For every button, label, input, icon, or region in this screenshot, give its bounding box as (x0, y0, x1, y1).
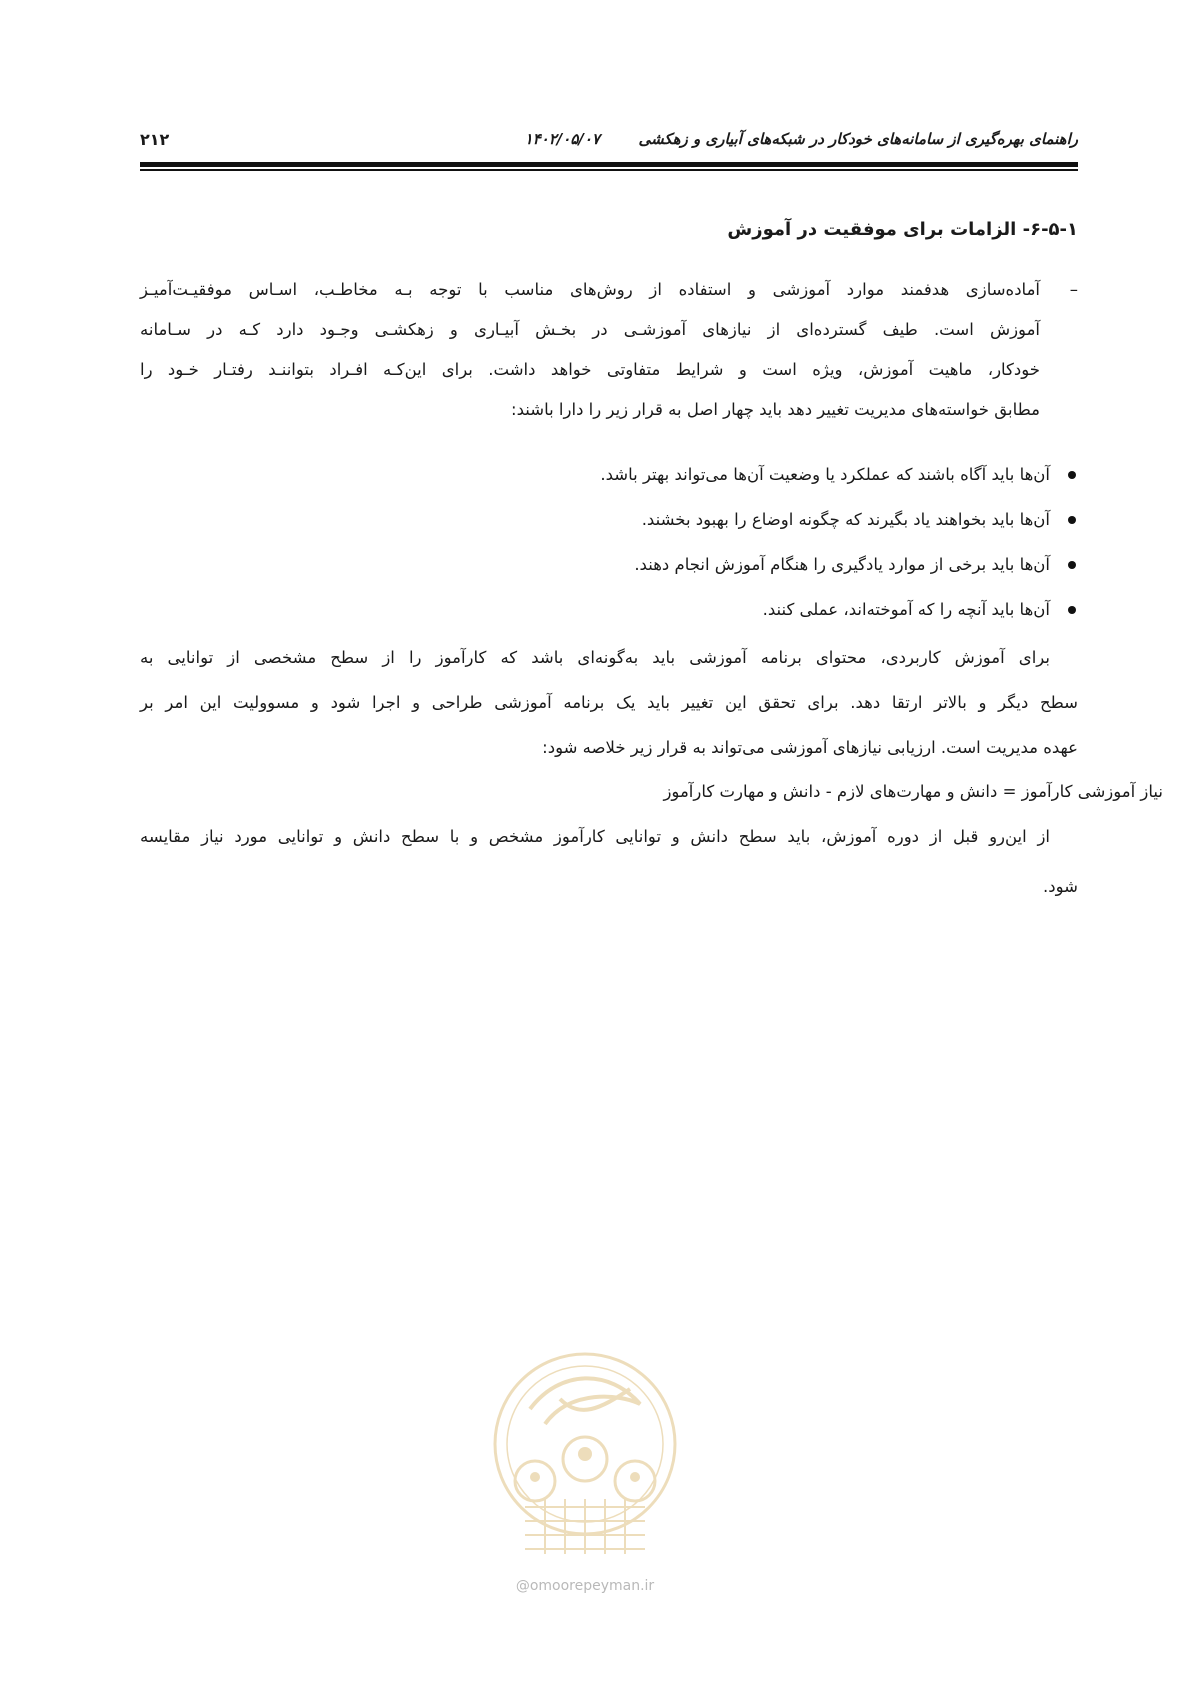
header-rule-thin (140, 169, 1078, 171)
paragraph (140, 638, 1078, 773)
bullet-item (600, 500, 1078, 545)
text-line: مطابق خواسته‌های مدیریت تغییر دهد باید چهار اصل به قرار زیر را دارا باشند: (511, 400, 1040, 419)
text-line: از این‌رو قبل از دوره آموزش، باید سطح دانش و توانایی کارآموز مشخص و با سطح دانش و توانایی مورد نیاز مقایسه (140, 827, 1050, 846)
running-header (140, 128, 1078, 156)
text-line: برای آموزش کاربردی، محتوای برنامه آموزشی باید به‌گونه‌ای باشد که کارآموز را از سطح مشخصی از توانایی به (140, 648, 1050, 667)
header-book-title: راهنمای بهره‌گیری از سامانه‌های خودکار در شبکه‌های آبیاری و زهکشی (638, 130, 1078, 148)
bullet-text: آن‌ها باید آگاه باشند که عملکرد یا وضعیت آن‌ها می‌تواند بهتر باشد. (600, 465, 1050, 484)
text-line: شود. (1043, 877, 1078, 896)
bullet-dot-icon (1068, 561, 1076, 569)
bullet-item (600, 545, 1078, 590)
bullet-list (600, 455, 1078, 635)
bullet-dot-icon (1068, 516, 1076, 524)
bullet-text: آن‌ها باید آنچه را که آموخته‌اند، عملی کنند. (762, 600, 1050, 619)
header-date: ۱۴۰۲/۰۵/۰۷ (524, 130, 600, 148)
dash-marker: – (1069, 280, 1078, 299)
text-line: خودکار، ماهیت آموزش، ویژه است و شرایط متفاوتی خواهد داشت. برای این‌کـه افـراد بتواننـد رفتـار خـود را (140, 360, 1040, 379)
bullet-text: آن‌ها باید برخی از موارد یادگیری را هنگام آموزش انجام دهند. (634, 555, 1050, 574)
page-number: ۲۱۲ (140, 130, 170, 149)
header-rule-thick (140, 162, 1078, 167)
text-line: سطح دیگر و بالاتر ارتقا دهد. برای تحقق این تغییر باید یک برنامه آموزشی طراحی و اجرا شود و مسوولیت این امر بر (140, 693, 1078, 712)
dash-item-paragraph (140, 270, 1040, 430)
text-line: عهده مدیریت است. ارزیابی نیازهای آموزشی می‌تواند به قرار زیر خلاصه شود: (542, 738, 1078, 757)
header-title (525, 130, 1078, 148)
formula-text: نیاز آموزشی کارآموز = دانش و مهارت‌های لازم - دانش و مهارت کارآموز (663, 782, 1163, 801)
bullet-text: آن‌ها باید بخواهند یاد بگیرند که چگونه اوضاع را بهبود بخشند. (641, 510, 1050, 529)
bullet-dot-icon (1068, 471, 1076, 479)
paragraph (140, 817, 1078, 917)
bullet-item (600, 455, 1078, 500)
text-line: آماده‌سازی هدفمند موارد آموزشی و استفاده از روش‌های مناسب با توجه بـه مخاطـب، اسـاس موفقیـت‌آمیـز (140, 280, 1040, 299)
section-heading: ۶-۵-۱- الزامات برای موفقیت در آموزش (727, 219, 1078, 240)
bullet-item (600, 590, 1078, 635)
watermark-logo-icon (490, 1349, 680, 1579)
text-line: آموزش است. طیف گسترده‌ای از نیازهای آموزشـی در بخـش آبیـاری و زهکشـی وجـود دارد کـه در سـامانه (140, 320, 1040, 339)
watermark-url: @omoorepeyman.ir (515, 1578, 655, 1594)
bullet-dot-icon (1068, 606, 1076, 614)
